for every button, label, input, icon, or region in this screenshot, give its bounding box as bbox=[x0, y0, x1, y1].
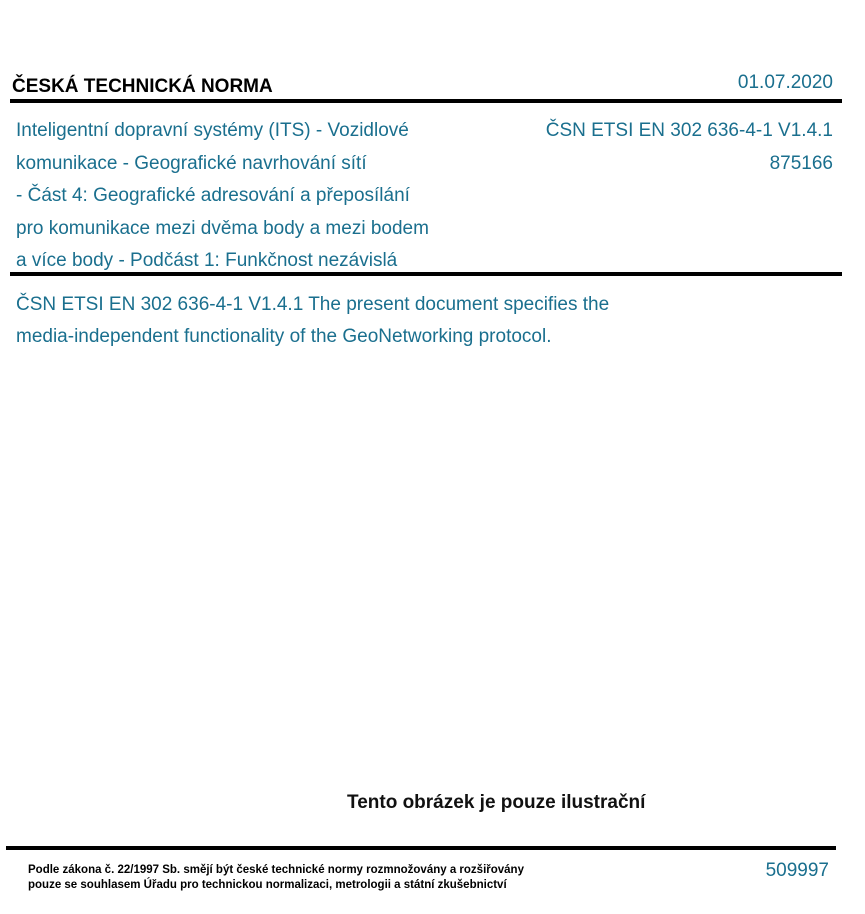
standard-title-line: - Část 4: Geografické adresování a přeposílání bbox=[16, 185, 410, 206]
illustration-note: Tento obrázek je pouze ilustrační bbox=[347, 792, 646, 813]
catalog-number: 509997 bbox=[765, 860, 829, 881]
footer-divider bbox=[6, 846, 836, 850]
legal-notice-line: pouze se souhlasem Úřadu pro technickou normalizaci, metrologii a státní zkušebnictví bbox=[28, 879, 507, 891]
abstract-line: ČSN ETSI EN 302 636-4-1 V1.4.1 The present document specifies the bbox=[16, 294, 610, 315]
standard-designation-block bbox=[546, 115, 833, 180]
issue-date: 01.07.2020 bbox=[737, 72, 833, 93]
standard-title-line: pro komunikace mezi dvěma body a mezi bodem bbox=[16, 217, 429, 239]
header-divider bbox=[10, 99, 842, 103]
abstract bbox=[16, 289, 716, 353]
title-divider bbox=[10, 272, 842, 276]
class-number: 875166 bbox=[769, 152, 833, 174]
legal-notice bbox=[28, 863, 524, 893]
standard-title-line: a více body - Podčást 1: Funkčnost nezávislá bbox=[16, 250, 398, 271]
standard-title-line: Inteligentní dopravní systémy (ITS) - Vozidlové bbox=[16, 120, 409, 141]
abstract-line: media-independent functionality of the GeoNetworking protocol. bbox=[16, 326, 552, 347]
standard-title-line: komunikace - Geografické navrhování sítí bbox=[16, 152, 367, 174]
legal-notice-line: Podle zákona č. 22/1997 Sb. smějí být české technické normy rozmnožovány a rozšiřovány bbox=[28, 864, 524, 876]
norm-title: ČESKÁ TECHNICKÁ NORMA bbox=[12, 76, 273, 97]
standard-designation: ČSN ETSI EN 302 636-4-1 V1.4.1 bbox=[545, 120, 833, 141]
standard-title bbox=[16, 115, 496, 278]
